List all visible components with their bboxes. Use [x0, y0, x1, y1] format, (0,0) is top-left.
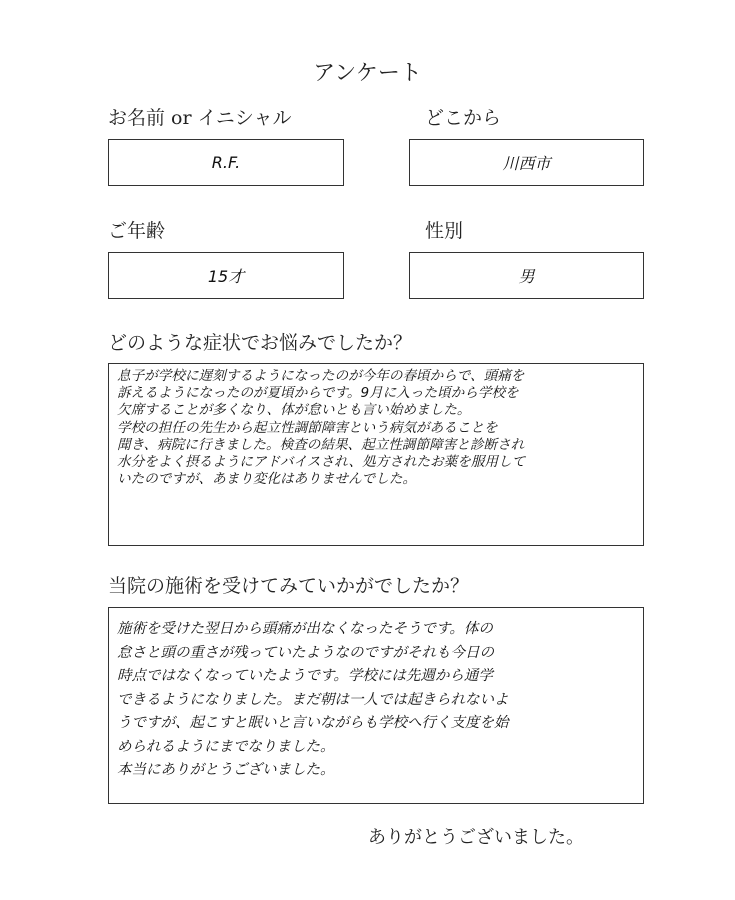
- from-field: [409, 139, 644, 186]
- q1-answer: [108, 363, 644, 546]
- answer-line: 水分をよく摂るようにアドバイスされ、処方されたお薬を服用して: [117, 454, 526, 471]
- answer-line: 息子が学校に遅刻するようになったのが今年の春頃からで、頭痛を: [117, 368, 525, 384]
- footer-thanks: ありがとうございました。: [368, 827, 584, 848]
- answer-line: 怠さと頭の重さが残っていたようなのですがそれも今日の: [117, 644, 494, 661]
- gender-label: 性別: [425, 220, 464, 242]
- answer-line: 訴えるようになったのが夏頃からです。9月に入った頃から学校を: [117, 385, 519, 402]
- answer-line: められるようにまでなりました。: [117, 738, 335, 755]
- q1-question: どのような症状でお悩みでしたか？: [108, 332, 413, 354]
- from-value: 川西市: [502, 154, 551, 173]
- answer-line: 学校の担任の先生から起立性調節障害という病気があることを: [117, 419, 498, 436]
- name-label: お名前 or イニシャル: [108, 107, 292, 129]
- answer-line: いたのですが、あまり変化はありませんでした。: [117, 471, 417, 488]
- age-label: ご年齢: [108, 220, 166, 242]
- page-title: アンケート: [313, 61, 422, 86]
- from-label: どこから: [425, 107, 502, 129]
- age-value: 15才: [207, 267, 245, 286]
- answer-line: 聞き、病院に行きました。検査の結果、起立性調節障害と診断され: [117, 436, 525, 453]
- gender-field: [409, 252, 644, 299]
- q2-question: 当院の施術を受けてみていかがでしたか？: [108, 575, 470, 597]
- age-field: [108, 252, 344, 299]
- answer-line: 時点ではなくなっていたようです。学校には先週から通学: [117, 668, 493, 684]
- answer-line: 本当にありがとうございました。: [117, 762, 335, 778]
- name-field: [108, 139, 344, 186]
- answer-line: 施術を受けた翌日から頭痛が出なくなったそうです。体の: [117, 621, 493, 637]
- answer-line: できるようになりました。まだ朝は一人では起きられないよ: [117, 691, 509, 708]
- answer-line: 欠席することが多くなり、体が怠いとも言い始めました。: [117, 402, 471, 419]
- gender-value: 男: [518, 267, 535, 286]
- name-value: R.F.: [211, 153, 241, 172]
- q2-answer: [108, 607, 644, 804]
- answer-line: うですが、起こすと眠いと言いながらも学校へ行く支度を始: [117, 715, 509, 731]
